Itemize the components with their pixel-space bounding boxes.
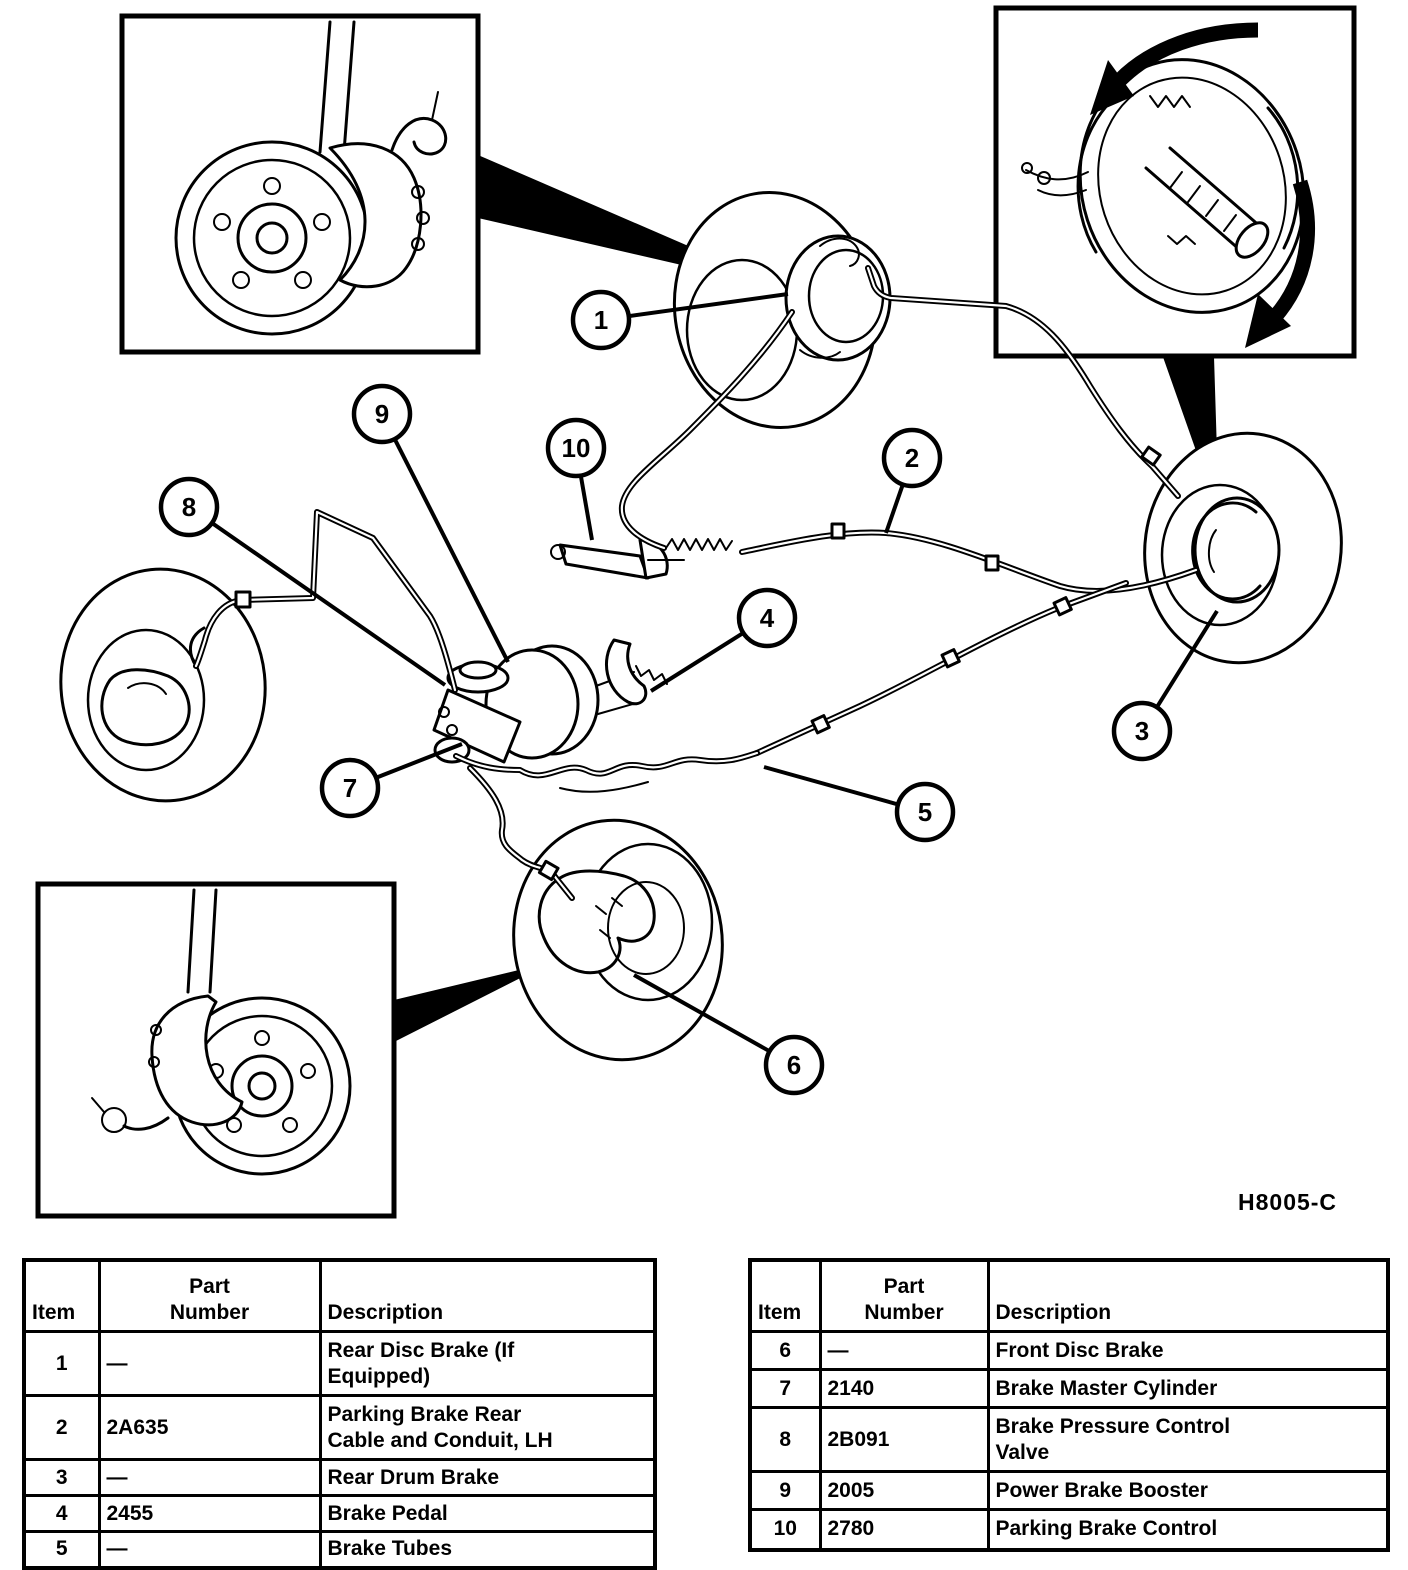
table-row [750, 1408, 1388, 1472]
cell-description: Rear Disc Brake (If Equipped) [320, 1332, 655, 1396]
svg-text:3: 3 [1134, 716, 1150, 746]
front-right-wheel [498, 807, 737, 1074]
callout-2 [884, 430, 940, 533]
cell-part-number: — [99, 1532, 320, 1568]
cell-description: Parking Brake Rear Cable and Conduit, LH [320, 1396, 655, 1460]
cell-item: 8 [750, 1408, 820, 1472]
table-row [750, 1472, 1388, 1510]
column-header-number: Number [169, 1301, 250, 1324]
svg-text:4: 4 [759, 603, 775, 633]
cell-item: 7 [750, 1370, 820, 1408]
cell-item: 5 [24, 1532, 99, 1568]
front-brake-tube-down [470, 768, 572, 898]
cell-description: Parking Brake Control [988, 1510, 1388, 1550]
cell-description: Brake Pressure Control Valve [988, 1408, 1388, 1472]
table-row [24, 1532, 655, 1568]
cell-part-number: 2005 [820, 1472, 988, 1510]
cell-part-number: 2140 [820, 1370, 988, 1408]
table-row [750, 1370, 1388, 1408]
cell-part-number: — [99, 1460, 320, 1496]
cell-description: Power Brake Booster [988, 1472, 1388, 1510]
cell-description: Front Disc Brake [988, 1332, 1388, 1370]
callout-4 [651, 590, 795, 691]
table-row [24, 1332, 655, 1396]
cell-item: 3 [24, 1460, 99, 1496]
cell-part-number: 2780 [820, 1510, 988, 1550]
cell-part-number: — [99, 1332, 320, 1396]
cell-item: 1 [24, 1332, 99, 1396]
cell-part-number: 2B091 [820, 1408, 988, 1472]
svg-text:7: 7 [342, 773, 358, 803]
figure-reference-code: H8005-C [1238, 1189, 1338, 1215]
parts-table-left [22, 1258, 657, 1570]
callout-5 [764, 767, 953, 840]
svg-text:1: 1 [593, 305, 609, 335]
cell-item: 10 [750, 1510, 820, 1550]
table-header-row [24, 1260, 655, 1332]
cell-part-number: 2455 [99, 1496, 320, 1532]
callout-3 [1114, 611, 1217, 759]
column-header-description: Description [995, 1301, 1112, 1324]
cell-part-number: 2A635 [99, 1396, 320, 1460]
callout-10 [548, 420, 604, 540]
cell-item: 6 [750, 1332, 820, 1370]
table-row [750, 1332, 1388, 1370]
column-header-part: Part [883, 1275, 925, 1298]
cell-description: Brake Master Cylinder [988, 1370, 1388, 1408]
cell-part-number: — [820, 1332, 988, 1370]
column-header-item: Item [758, 1301, 802, 1324]
cell-item: 2 [24, 1396, 99, 1460]
column-header-number: Number [864, 1301, 944, 1324]
cell-description: Brake Tubes [320, 1532, 655, 1568]
svg-text:5: 5 [917, 797, 933, 827]
rear-brake-tube-lower [757, 583, 1126, 753]
rear-left-wheel [656, 176, 894, 443]
cell-item: 9 [750, 1472, 820, 1510]
table-row [750, 1510, 1388, 1550]
table-row [24, 1496, 655, 1532]
cell-description: Rear Drum Brake [320, 1460, 655, 1496]
column-header-description: Description [327, 1301, 444, 1324]
rear-right-wheel [1130, 420, 1356, 675]
cell-item: 4 [24, 1496, 99, 1532]
table-row [24, 1396, 655, 1460]
column-header-item: Item [32, 1301, 76, 1324]
svg-text:2: 2 [904, 443, 920, 473]
column-header-part: Part [189, 1275, 230, 1298]
inset-front-disc-brake [38, 884, 552, 1216]
table-header-row [750, 1260, 1388, 1332]
svg-text:9: 9 [374, 399, 390, 429]
parts-table-right [748, 1258, 1390, 1552]
svg-text:8: 8 [181, 492, 197, 522]
inset-rear-drum-brake [996, 8, 1354, 516]
svg-text:6: 6 [786, 1050, 802, 1080]
table-row [24, 1460, 655, 1496]
svg-text:10: 10 [561, 433, 591, 463]
cell-description: Brake Pedal [320, 1496, 655, 1532]
